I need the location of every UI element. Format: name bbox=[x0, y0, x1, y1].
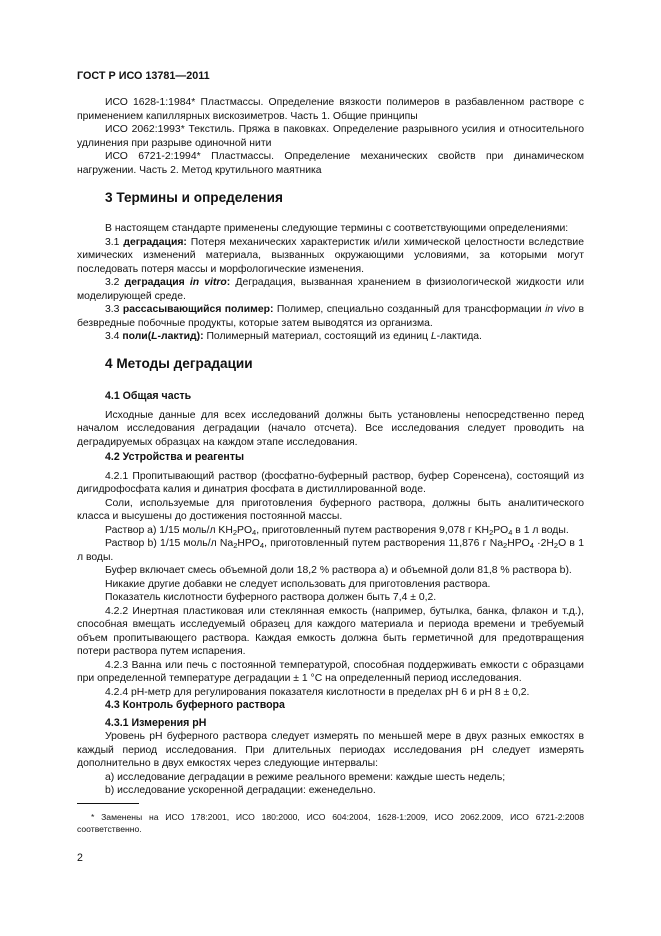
solution-a: Раствор а) 1/15 моль/л $KH_2PO_4$, приготовленный путем растворения 9,078 г $KH_2PO_4$ в 1 л воды. bbox=[105, 524, 569, 537]
reference-item: ИСО 6721-2:1994* Пластмассы. Определение механических свойств при динамическом нагружении. Часть 2. Метод крутильного маятника bbox=[77, 151, 584, 176]
section-3 bbox=[77, 190, 584, 206]
footnote: * Заменены на ИСО 178:2001, ИСО 180:2000, ИСО 604:2004, 1628-1:2009, ИСО 2062.2009, ИСО 6721-2:2008 соответственно. bbox=[77, 812, 584, 834]
footnote-separator bbox=[77, 803, 139, 804]
solution-b: Раствор b) 1/15 моль/л $Na_2HPO_4$, приготовленный путем растворения 11,876 г $Na_2HPO_4 \cdot 2H_2O$ в 1 л воды. bbox=[77, 538, 584, 563]
term-3-1: 3.1 деградация: Потеря механических характеристик и/или химической целостности вследствие химических изменений материала, вызванных окружающими условиями, за которыми могут последовать потеря массы и морфологические изменения. bbox=[77, 236, 585, 275]
subsection-4-3-1-title: 4.3.1 Измерения рН bbox=[105, 716, 207, 729]
paragraph-salts: Соли, используемые для приготовления буферного раствора, должны быть аналитического класса и высушены до достижения постоянной массы. bbox=[77, 497, 584, 522]
list-item-a: а) исследование деградации в режиме реального времени: каждые шесть недель; bbox=[105, 771, 506, 783]
no-additives: Никакие другие добавки не следует использовать для приготовления раствора. bbox=[105, 578, 491, 590]
paragraph-4-2-4: 4.2.4 рН-метр для регулирования показателя кислотности в пределах рН 6 и рН 8 ± 0,2. bbox=[105, 686, 530, 698]
buffer-ph: Показатель кислотности буферного раствора должен быть 7,4 ± 0,2. bbox=[105, 592, 437, 603]
subsection-4-3-title: 4.3 Контроль буферного раствора bbox=[105, 699, 285, 711]
reference-item: ИСО 1628-1:1984* Пластмассы. Определение вязкости полимеров в разбавленном растворе с применением капиллярных вискозиметров. Часть 1. Общие принципы bbox=[77, 97, 584, 122]
term-3-4: 3.4 поли(L-лактид): Полимерный материал, состоящий из единиц L-лактида. bbox=[105, 331, 482, 342]
paragraph-4-2-2: 4.2.2 Инертная пластиковая или стеклянная емкость (например, бутылка, банка, флакон и т.д.), способная вмещать исследуемый образец для каждого материала и периода времени и требуемый объем пропитывающего раствора. Каждая емкость должна быть герметичной для предотвращения потери раствора путем испарения. bbox=[77, 605, 584, 657]
section-4 bbox=[77, 356, 584, 372]
subsection-4-2 bbox=[77, 451, 584, 699]
list-item-b: b) исследование ускоренной деградации: еженедельно. bbox=[105, 785, 376, 796]
section-3-body bbox=[77, 222, 584, 344]
section-3-title: 3 Термины и определения bbox=[105, 190, 283, 205]
subsection-4-2-title: 4.2 Устройства и реагенты bbox=[105, 451, 245, 463]
terms-intro: В настоящем стандарте применены следующие термины с соответствующими определениями: bbox=[105, 223, 569, 234]
term-3-2: 3.2 деградация in vitro: Деградация, вызванная хранением в физиологической жидкости или моделирующей среде. bbox=[77, 277, 585, 302]
paragraph-4-2-1: 4.2.1 Пропитывающий раствор (фосфатно-буферный раствор, буфер Соренсена), состоящий из дигидрофосфата калия и динатрия фосфата в дистиллированной воде. bbox=[77, 470, 584, 495]
subsection-4-1-title: 4.1 Общая часть bbox=[105, 390, 192, 402]
paragraph: Исходные данные для всех исследований должны быть установлены непосредственно перед началом исследования деградации (начало отсчета). Все исследования следует проводить на деградируемых образцах на каждом этапе исследования. bbox=[77, 409, 584, 448]
term-3-3: 3.3 рассасывающийся полимер: Полимер, специально созданный для трансформации in vivo в безвредные побочные продукты, которые затем выводятся из организма. bbox=[77, 304, 585, 329]
subsection-4-1 bbox=[77, 390, 584, 449]
paragraph-4-2-3: 4.2.3 Ванна или печь с постоянной температурой, способная поддерживать емкости с образцами при определенной температуре деградации ± 1 °С на определенный период исследования. bbox=[77, 659, 584, 684]
running-header: ГОСТ Р ИСО 13781—2011 bbox=[77, 70, 210, 82]
buffer-mix: Буфер включает смесь объемной доли 18,2 % раствора а) и объемной доли 81,8 % раствора b). bbox=[105, 565, 572, 576]
reference-item: ИСО 2062:1993* Текстиль. Пряжа в паковках. Определение разрывного усилия и относительного удлинения при разрыве одиночной нити bbox=[77, 124, 584, 149]
page-number: 2 bbox=[77, 852, 83, 864]
normative-references bbox=[77, 96, 584, 177]
section-4-title: 4 Методы деградации bbox=[105, 356, 253, 371]
paragraph-4-3-1: Уровень рН буферного раствора следует измерять по меньшей мере в двух разных емкостях в каждый период исследования. При длительных периодах исследования рН следует измерять дополнительно в двух емкостях через следующие интервалы: bbox=[77, 731, 584, 769]
subsection-4-3 bbox=[77, 699, 584, 798]
